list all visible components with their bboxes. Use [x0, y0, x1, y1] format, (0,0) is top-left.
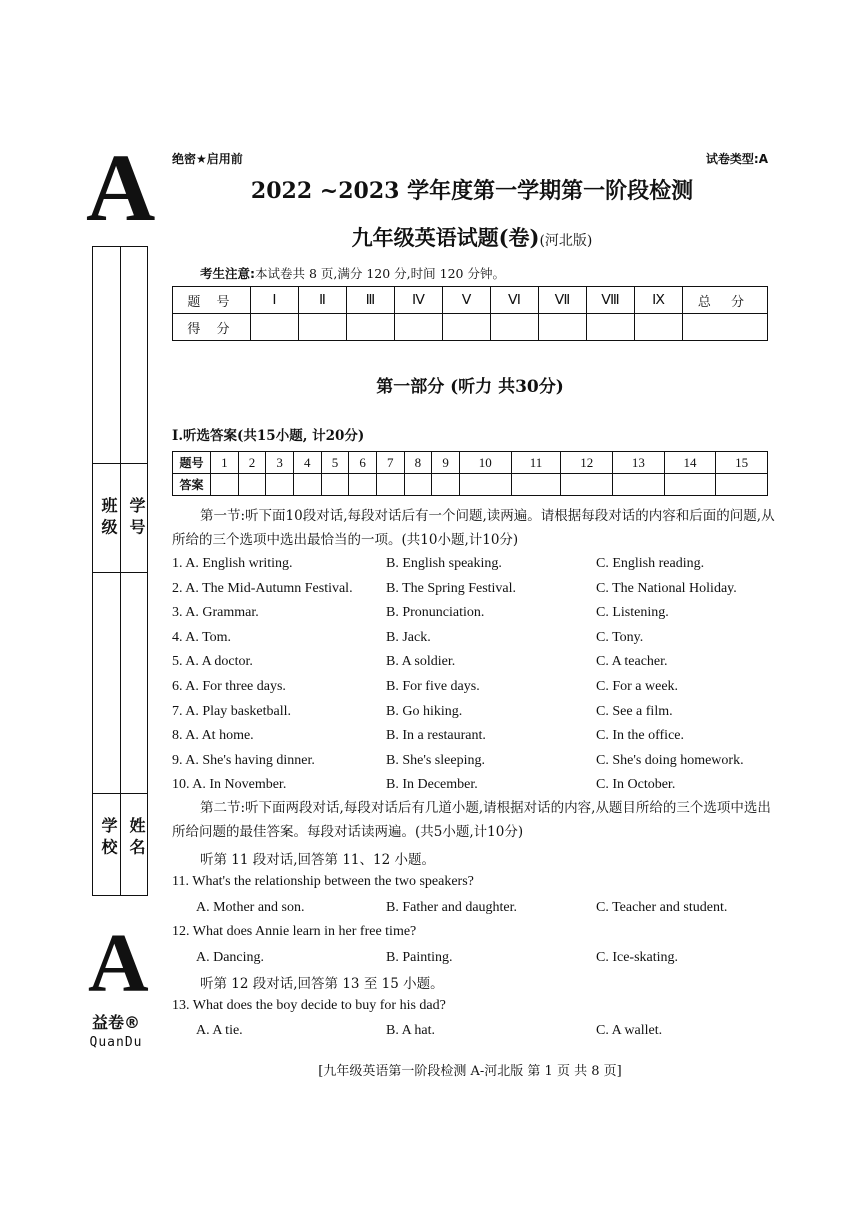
question-option-c: C. The National Holiday. [596, 580, 737, 596]
notice-text: 本试卷共 8 页,满分 120 分,时间 120 分钟。 [255, 266, 505, 281]
score-header-cell: Ⅸ [635, 287, 683, 314]
score-cell[interactable] [251, 314, 299, 341]
answer-table-row [173, 452, 768, 474]
question-option-b: B. A soldier. [386, 654, 456, 670]
binding-label-class: 班 级 [99, 497, 118, 535]
answer-cell[interactable] [349, 474, 377, 496]
score-cell[interactable] [347, 314, 395, 341]
question-option-c: C. See a film. [596, 703, 673, 719]
question-option-b: B. Go hiking. [386, 703, 463, 719]
question-option-b: B. She's sleeping. [386, 752, 485, 768]
brand-name-en: QuanDu [89, 1035, 143, 1050]
question-option-a: 3. A. Grammar. [172, 605, 259, 621]
answer-number-cell: 14 [664, 452, 716, 474]
question-row [172, 654, 782, 678]
score-total-label: 总 分 [683, 287, 768, 314]
paper-type: 试卷类型:A [705, 152, 768, 166]
score-cell[interactable] [539, 314, 587, 341]
question-option-b: B. English speaking. [386, 556, 502, 571]
score-total-cell[interactable] [683, 314, 768, 341]
binding-label-name: 姓 名 [127, 817, 146, 855]
question-option-a: 8. A. At home. [172, 728, 254, 744]
answer-number-cell: 15 [716, 452, 768, 474]
answer-cell[interactable] [266, 474, 294, 496]
q11-options [196, 900, 796, 924]
q12-option-a: A. Dancing. [196, 950, 265, 965]
question-row [172, 630, 782, 654]
binding-divider [93, 572, 147, 573]
section1-instruction [172, 504, 784, 552]
binding-divider [93, 463, 147, 464]
answer-cell[interactable] [511, 474, 561, 496]
dialog12-intro: 听第 12 段对话,回答第 13 至 15 小题。 [200, 976, 444, 992]
question-option-c: C. In October. [596, 777, 676, 793]
score-table-row [173, 287, 768, 314]
answer-cell[interactable] [238, 474, 266, 496]
score-cell[interactable] [299, 314, 347, 341]
dialog11-intro: 听第 11 段对话,回答第 11、12 小题。 [200, 852, 435, 868]
score-cell[interactable] [635, 314, 683, 341]
answer-number-cell: 8 [404, 452, 432, 474]
question-row [172, 753, 782, 777]
binding-divider [93, 793, 147, 794]
q12-option-b: B. Painting. [386, 950, 453, 965]
exam-notice [200, 264, 505, 282]
big-letter-a-top: A [86, 134, 156, 241]
question-option-c: C. In the office. [596, 728, 684, 744]
score-header-cell: Ⅴ [443, 287, 491, 314]
question-option-a: 7. A. Play basketball. [172, 703, 291, 719]
answer-cell[interactable] [321, 474, 349, 496]
question-option-c: C. Listening. [596, 605, 669, 621]
section-heading: Ⅰ.听选答案(共15小题, 计20分) [172, 428, 365, 444]
answer-cell[interactable] [561, 474, 613, 496]
answer-number-cell: 12 [561, 452, 613, 474]
answer-cell[interactable] [404, 474, 432, 496]
section2-text: 第二节:听下面两段对话,每段对话后有几道小题,请根据对话的内容,从题目所给的三个选项中选出所给问题的最佳答案。每段对话读两遍。(共5小题,计10分) [172, 800, 771, 840]
question-option-a: 1. A. English writing. [172, 556, 293, 571]
question-option-a: 5. A. A doctor. [172, 654, 253, 670]
score-cell[interactable] [443, 314, 491, 341]
question-option-b: B. In a restaurant. [386, 728, 486, 744]
question-option-b: B. Jack. [386, 629, 431, 645]
answer-table [172, 451, 768, 496]
score-header-cell: Ⅷ [587, 287, 635, 314]
question-option-a: 4. A. Tom. [172, 629, 232, 645]
answer-cell[interactable] [293, 474, 321, 496]
question-option-b: B. Pronunciation. [386, 605, 485, 621]
q12-option-c: C. Ice-skating. [596, 950, 679, 965]
question-option-c: C. English reading. [596, 556, 705, 571]
q11-option-c: C. Teacher and student. [596, 900, 728, 915]
answer-number-cell: 1 [211, 452, 239, 474]
question-option-c: C. A teacher. [596, 654, 668, 670]
answer-number-cell: 3 [266, 452, 294, 474]
score-cell[interactable] [587, 314, 635, 341]
answer-number-cell: 9 [432, 452, 460, 474]
score-cell[interactable] [491, 314, 539, 341]
q13-options [196, 1023, 796, 1047]
score-header-cell: Ⅶ [539, 287, 587, 314]
score-table-row [173, 314, 768, 341]
answer-cell[interactable] [211, 474, 239, 496]
answer-cell[interactable] [432, 474, 460, 496]
exam-subtitle [172, 222, 772, 252]
score-cell[interactable] [395, 314, 443, 341]
q13-option-b: B. A hat. [386, 1023, 436, 1038]
answer-number-cell: 13 [613, 452, 665, 474]
answer-cell[interactable] [716, 474, 768, 496]
q13-stem: 13. What does the boy decide to buy for his dad? [172, 998, 446, 1013]
question-option-c: C. For a week. [596, 679, 679, 694]
answer-header-label: 题号 [173, 452, 211, 474]
answer-number-cell: 2 [238, 452, 266, 474]
subtitle-text: 九年级英语试题(卷) [351, 225, 540, 250]
brand-logo [76, 1010, 156, 1050]
answer-cell[interactable] [613, 474, 665, 496]
q11-stem: 11. What's the relationship between the two speakers? [172, 874, 474, 889]
score-table [172, 286, 768, 341]
answer-cell[interactable] [664, 474, 716, 496]
part-title: 第一部分 (听力 共30分) [376, 377, 564, 397]
page-footer: [九年级英语第一阶段检测 A-河北版 第 1 页 共 8 页] [318, 1064, 622, 1079]
binding-label-school: 学 校 [99, 817, 118, 855]
big-letter-a-bottom: A [88, 917, 149, 1010]
q12-stem: 12. What does Annie learn in her free time? [172, 924, 417, 939]
edition-text: (河北版) [539, 233, 593, 249]
question-row [172, 704, 782, 728]
question-option-a: 6. A. For three days. [172, 679, 286, 694]
question-option-c: C. She's doing homework. [596, 752, 744, 768]
q13-option-a: A. A tie. [196, 1023, 243, 1038]
answer-number-cell: 7 [376, 452, 404, 474]
question-row [172, 679, 782, 703]
answer-number-cell: 11 [511, 452, 561, 474]
score-header-label: 题 号 [173, 287, 251, 314]
q11-option-b: B. Father and daughter. [386, 900, 518, 915]
score-header-cell: Ⅱ [299, 287, 347, 314]
binding-label-number: 学 号 [127, 497, 146, 535]
question-option-a: 10. A. In November. [172, 777, 287, 793]
score-header-cell: Ⅲ [347, 287, 395, 314]
binding-strip [92, 246, 148, 896]
q13-option-c: C. A wallet. [596, 1023, 663, 1038]
notice-label: 考生注意: [200, 266, 255, 281]
score-header-cell: Ⅳ [395, 287, 443, 314]
question-row [172, 581, 782, 605]
answer-number-cell: 5 [321, 452, 349, 474]
question-option-b: B. In December. [386, 777, 478, 793]
answer-number-cell: 10 [459, 452, 511, 474]
answer-cell[interactable] [376, 474, 404, 496]
question-option-a: 2. A. The Mid-Autumn Festival. [172, 580, 353, 596]
question-option-b: B. The Spring Festival. [386, 580, 517, 596]
question-row [172, 556, 782, 580]
answer-number-cell: 4 [293, 452, 321, 474]
score-header-cell: Ⅵ [491, 287, 539, 314]
section1-text: 第一节:听下面10段对话,每段对话后有一个问题,读两遍。请根据每段对话的内容和后面的问题,从所给的三个选项中选出最恰当的一项。(共10小题,计10分) [172, 508, 775, 548]
question-row [172, 728, 782, 752]
score-header-cell: Ⅰ [251, 287, 299, 314]
confidential-mark: 绝密★启用前 [172, 152, 243, 166]
score-row-label: 得 分 [173, 314, 251, 341]
answer-number-cell: 6 [349, 452, 377, 474]
exam-title: 2022 ~2023 学年度第一学期第一阶段检测 [250, 178, 694, 204]
answer-row-label: 答案 [173, 474, 211, 496]
section2-instruction [172, 796, 784, 844]
answer-table-row [173, 474, 768, 496]
q11-option-a: A. Mother and son. [196, 900, 305, 915]
question-option-b: B. For five days. [386, 679, 480, 694]
question-option-a: 9. A. She's having dinner. [172, 752, 315, 768]
brand-name-cn: 益卷® [91, 1013, 140, 1032]
answer-cell[interactable] [459, 474, 511, 496]
question-row [172, 605, 782, 629]
q12-options [196, 950, 796, 974]
question-option-c: C. Tony. [596, 629, 644, 645]
binding-divider [120, 247, 121, 895]
